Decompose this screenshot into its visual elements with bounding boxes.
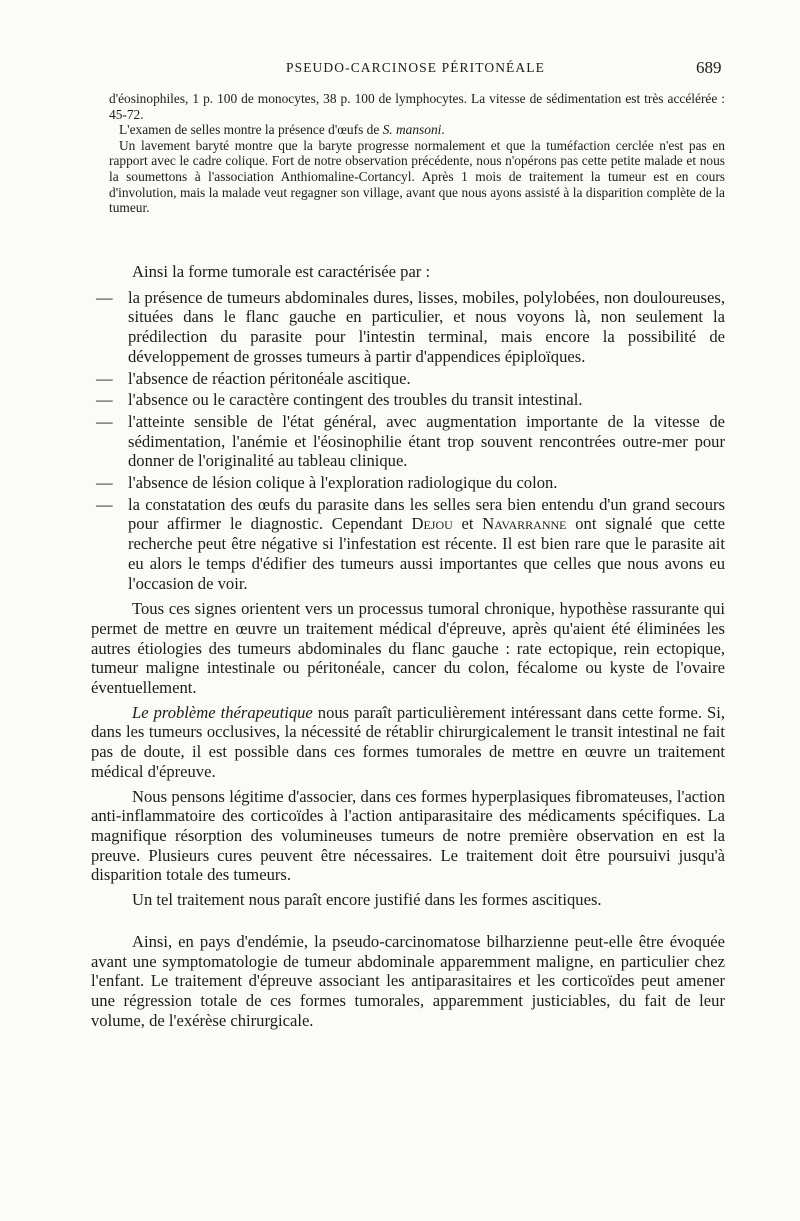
species-name: S. mansoni [382, 122, 442, 138]
page-header [0, 58, 800, 80]
page-number: 689 [696, 58, 722, 77]
body-paragraph: Nous pensons légitime d'associer, dans ces formes hyperplasiques fibromateuses, l'action anti-inflammatoire des corticoïdes à l'action antiparasitaire des médicaments spécifiques. La magnifique résorption des volumineuses tumeurs de notre première observation en est la preuve. Plusieurs cures peuvent être nécessaires. Le traitement doit être poursuivi jusqu'à disparition totale des tumeurs. [91, 786, 725, 885]
criteria-item [91, 495, 725, 594]
case-report-paragraph: Un lavement baryté montre que la baryte progresse normalement et que la tuméfaction cerclée n'est pas en rapport avec le cadre colique. Fort de notre observation précédente, nous n'opérons pas cette petite malade et nous la soumettons à l'association Anthiomaline-Cortancyl. Après 1 mois de traitement la tumeur est en cours d'involution, mais la malade veut regagner son village, avant que nous ayons assisté à la disparition complète de la tumeur. [109, 137, 725, 216]
criteria-item [91, 288, 725, 367]
main-text [91, 262, 725, 1030]
criteria-text: la présence de tumeurs abdominales dures, lisses, mobiles, polylobées, non douloureuses, situées dans le flanc gauche en particulier, et nous voyons là, non seulement la prédilection du parasite pour l'intestin terminal, mais encore la possibilité de développement de grosses tumeurs à partir d'appendices épiploïques. [128, 287, 725, 366]
criteria-item [91, 412, 725, 471]
case-report-block [109, 91, 725, 216]
dash-marker: — [96, 494, 113, 514]
criteria-text: ont signalé que cette recherche peut être négative si l'infestation est récente. Il est bien rare que le parasite ait eu alors le temps d'édifier des tumeurs aussi importantes que celles que nous avons eu l'occasion de voir. [128, 514, 725, 593]
dash-marker: — [96, 287, 113, 307]
therapy-text: nous paraît particulièrement intéressant dans cette forme. Si, dans les tumeurs occlusives, la nécessité de rétablir chirurgicalement le transit intestinal ne fait pas de doute, il est possible dans ces formes tumorales de mettre en œuvre un traitement médical d'épreuve. [91, 702, 725, 781]
conclusion-paragraph: Ainsi, en pays d'endémie, la pseudo-carcinomatose bilharzienne peut-elle être évoquée avant une symptomatologie de tumeur abdominale apparemment maligne, en particulier chez l'enfant. Le traitement d'épreuve associant les antiparasitaires et les corticoïdes peut amener une régression totale de ces formes tumorales, apparemment justiciables, du fait de leur volume, de l'exérèse chirurgicale. [91, 931, 725, 1030]
running-title: PSEUDO-CARCINOSE PÉRITONÉALE [286, 60, 545, 75]
case-report-paragraph: d'éosinophiles, 1 p. 100 de monocytes, 38 p. 100 de lymphocytes. La vitesse de sédimentation est très accélérée : 45-72. [109, 91, 725, 122]
dash-marker: — [96, 473, 113, 493]
criteria-text: la constatation des œufs du parasite dans les selles sera bien entendu d'un grand secours pour affirmer le diagnostic. Cependant [128, 494, 725, 534]
criteria-text: l'absence de réaction péritonéale ascitique. [128, 368, 411, 388]
criteria-item [91, 473, 725, 493]
dash-marker: — [96, 368, 113, 388]
body-paragraph: Un tel traitement nous paraît encore justifié dans les formes ascitiques. [132, 890, 602, 910]
criteria-item [91, 390, 725, 410]
case-report-paragraph [109, 122, 725, 138]
criteria-text: l'absence ou le caractère contingent des troubles du transit intestinal. [128, 390, 583, 410]
stool-exam-end: . [441, 122, 445, 138]
body-paragraph: Tous ces signes orientent vers un processus tumoral chronique, hypothèse rassurante qui permet de mettre en œuvre un traitement médical d'épreuve, après qu'aient été éliminées les autres étiologies des tumeurs abdominales du flanc gauche : rate ectopique, rein ectopique, tumeur maligne intestinale ou péritonéale, cancer du colon, fécalome ou kyste de l'ovaire éventuellement. [91, 599, 725, 698]
section-emphasis: Le problème thérapeutique [132, 702, 313, 722]
body-paragraph [91, 703, 725, 782]
criteria-intro: Ainsi la forme tumorale est caractérisée par : [132, 262, 431, 281]
stool-exam-text: L'examen de selles montre la présence d'œufs de [119, 122, 383, 138]
criteria-text: l'atteinte sensible de l'état général, avec augmentation importante de la vitesse de sédimentation, l'anémie et l'éosinophilie étant trop souvent rencontrées outre-mer pour donner de l'originalité au tableau clinique. [128, 411, 725, 471]
criteria-text: et [452, 514, 483, 534]
author-name: Navarranne [482, 514, 567, 534]
criteria-list [91, 288, 725, 594]
author-name: Dejou [411, 514, 453, 534]
dash-marker: — [96, 390, 113, 410]
dash-marker: — [96, 411, 113, 431]
criteria-item [91, 369, 725, 389]
criteria-text: l'absence de lésion colique à l'exploration radiologique du colon. [128, 473, 558, 493]
